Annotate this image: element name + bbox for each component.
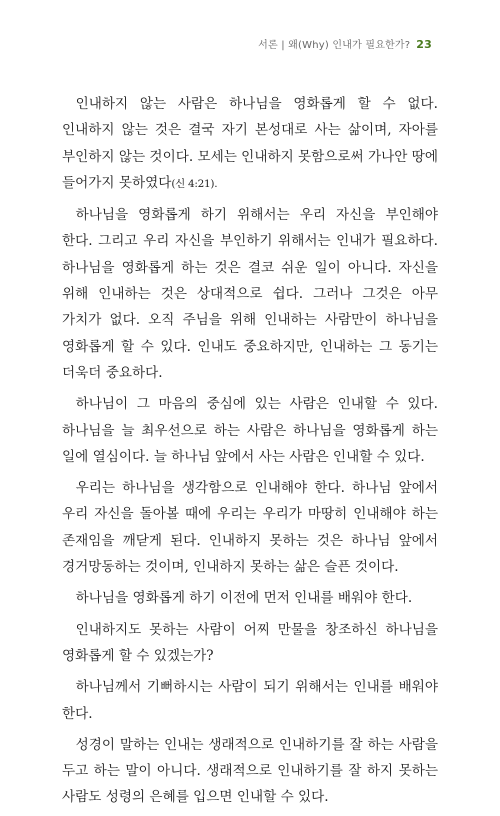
page-number: 23: [416, 38, 432, 51]
paragraph: 하나님이 그 마음의 중심에 있는 사람은 인내할 수 있다. 하나님을 늘 최우선으로 하는 사람은 하나님을 영화롭게 하는 일에 열심이다. 늘 하나님 앞에서 사는 사람은 인내할 수 있다.: [62, 396, 438, 465]
paragraph: 하나님께서 기뻐하시는 사람이 되기 위해서는 인내를 배워야 한다.: [62, 679, 438, 722]
paragraph-text: 인내하지 않는 사람은 하나님을 영화롭게 할 수 없다. 인내하지 않는 것은 결국 자기 본성대로 사는 삶이며, 자아를 부인하지 않는 것이다. 모세는 인내하지 못함으로써 가나안 땅에 들어가지 못하였다: [62, 96, 438, 191]
running-header: [258, 36, 432, 51]
paragraph: [62, 91, 438, 197]
paragraph: 성경이 말하는 인내는 생래적으로 인내하기를 잘 하는 사람을 두고 하는 말이 아니다. 생래적으로 인내하기를 잘 하지 못하는 사람도 성령의 은혜를 입으면 인내할 수 있다.: [62, 736, 438, 806]
paragraph: 우리는 하나님을 생각함으로 인내해야 한다. 하나님 앞에서 우리 자신을 돌아볼 때에 우리는 우리가 마땅히 인내해야 하는 존재임을 깨닫게 된다. 인내하지 못하는 것은 하나님 앞에서 경거망동하는 것이며, 인내하지 못하는 삶은 슬픈 것이다.: [62, 480, 438, 576]
chapter-title: 서론 | 왜(Why) 인내가 필요한가?: [258, 40, 411, 51]
body-text: [62, 91, 438, 816]
paragraph: 인내하지도 못하는 사람이 어찌 만물을 창조하신 하나님을 영화롭게 할 수 있겠는가?: [62, 621, 438, 664]
paragraph: 하나님을 영화롭게 하기 이전에 먼저 인내를 배워야 한다.: [75, 590, 413, 607]
scripture-reference: (신 4:21).: [171, 177, 218, 190]
paragraph: 하나님을 영화롭게 하기 위해서는 우리 자신을 부인해야 한다. 그리고 우리 자신을 부인하기 위해서는 인내가 필요하다. 하나님을 영화롭게 하는 것은 결코 쉬운 일이 아니다. 자신을 위해 인내하는 것은 상대적으로 쉽다. 그러나 그것은 아무 가치가 없다. 오직 주님을 위해 인내하는 사람만이 하나님을 영화롭게 할 수 있다. 인내도 중요하지만, 인내하는 그 동기는 더욱더 중요하다.: [62, 207, 438, 381]
